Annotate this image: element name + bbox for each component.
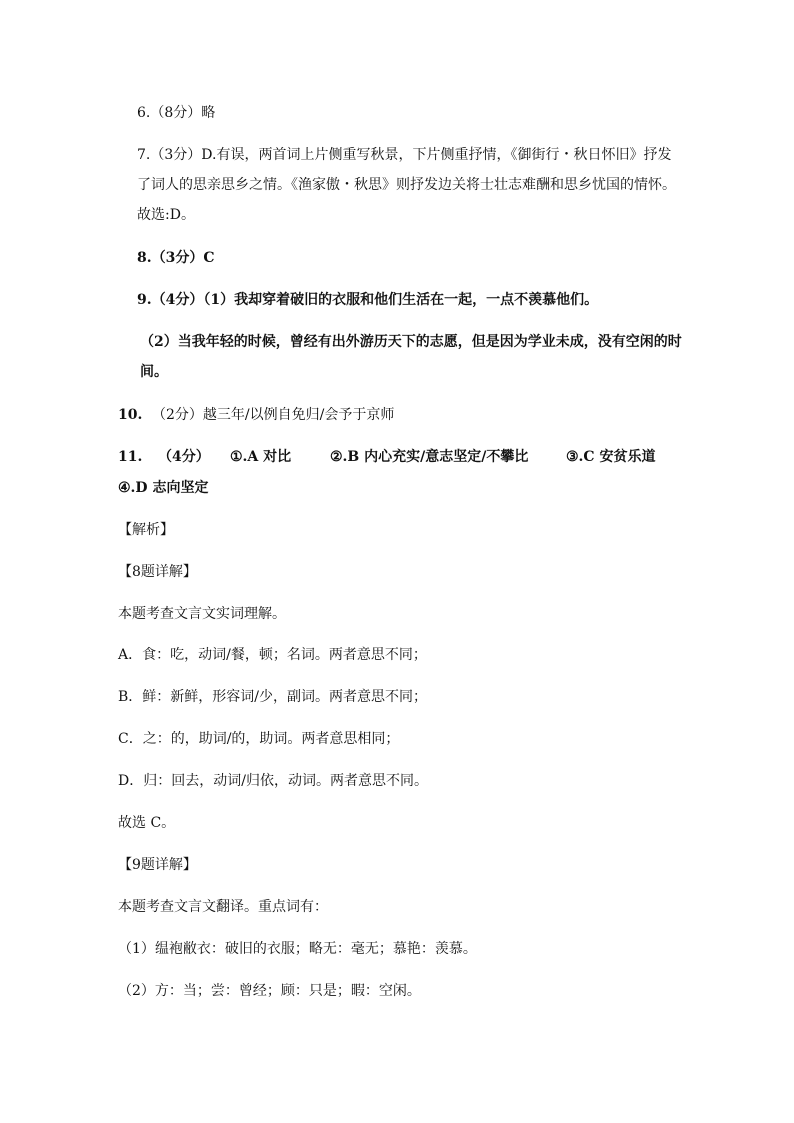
answer-9-line-3: 间。 (140, 364, 168, 380)
answer-11-number: 11. (118, 449, 143, 465)
q9-intro: 本题考查文言文翻译。重点词有： (118, 899, 328, 915)
answer-11-option-4: ④.D 志向坚定 (118, 480, 209, 496)
q8-intro: 本题考查文言文实词理解。 (118, 606, 286, 622)
answer-10-text: （2分）越三年/以例自免归/会予于京师 (152, 407, 395, 423)
answer-11-option-3: ③.C 安贫乐道 (566, 449, 656, 465)
q8-detail-header: 【8题详解】 (118, 564, 197, 580)
answer-11-option-1: ①.A 对比 (230, 449, 292, 465)
answer-6: 6.（8分）略 (137, 105, 216, 121)
answer-10-number: 10. (118, 407, 143, 423)
answer-7-line-1: 7.（3分）D.有误，两首词上片侧重写秋景，下片侧重抒情，《御街行・秋日怀旧》抒发 (137, 147, 672, 163)
answer-8: 8.（3分）C (137, 250, 215, 266)
answer-9-line-1: 9.（4分）（1）我却穿着破旧的衣服和他们生活在一起，一点不羡慕他们。 (137, 292, 599, 308)
q8-conclusion: 故选 C。 (118, 815, 176, 831)
q8-option-b: B．鲜：新鲜，形容词/少，副词。两者意思不同； (118, 689, 428, 705)
answer-7-line-3: 故选:D。 (137, 207, 195, 223)
answer-7-line-2: 了词人的思亲思乡之情。《渔家傲・秋思》则抒发边关将士壮志难酬和思乡忧国的情怀。 (137, 177, 676, 193)
answer-9-line-2: （2）当我年轻的时候，曾经有出外游历天下的志愿，但是因为学业未成，没有空闲的时 (140, 334, 682, 350)
answer-11-option-2: ②.B 内心充实/意志坚定/不攀比 (330, 449, 529, 465)
q8-option-d: D．归：回去，动词/归依，动词。两者意思不同。 (118, 773, 428, 789)
q9-detail-header: 【9题详解】 (118, 857, 197, 873)
q9-point-2: （2）方：当；尝：曾经；顾：只是；暇：空闲。 (118, 983, 421, 999)
q8-option-a: A．食：吃，动词/餐，顿；名词。两者意思不同； (118, 647, 427, 663)
q8-option-c: C．之：的，助词/的，助词。两者意思相同； (118, 731, 400, 747)
analysis-header: 【解析】 (118, 522, 174, 538)
q9-point-1: （1）缊袍敝衣：破旧的衣服；略无：毫无；慕艳：羡慕。 (118, 941, 477, 957)
answer-11-line-1 (118, 447, 655, 467)
answer-11-score: （4分） (158, 449, 210, 465)
